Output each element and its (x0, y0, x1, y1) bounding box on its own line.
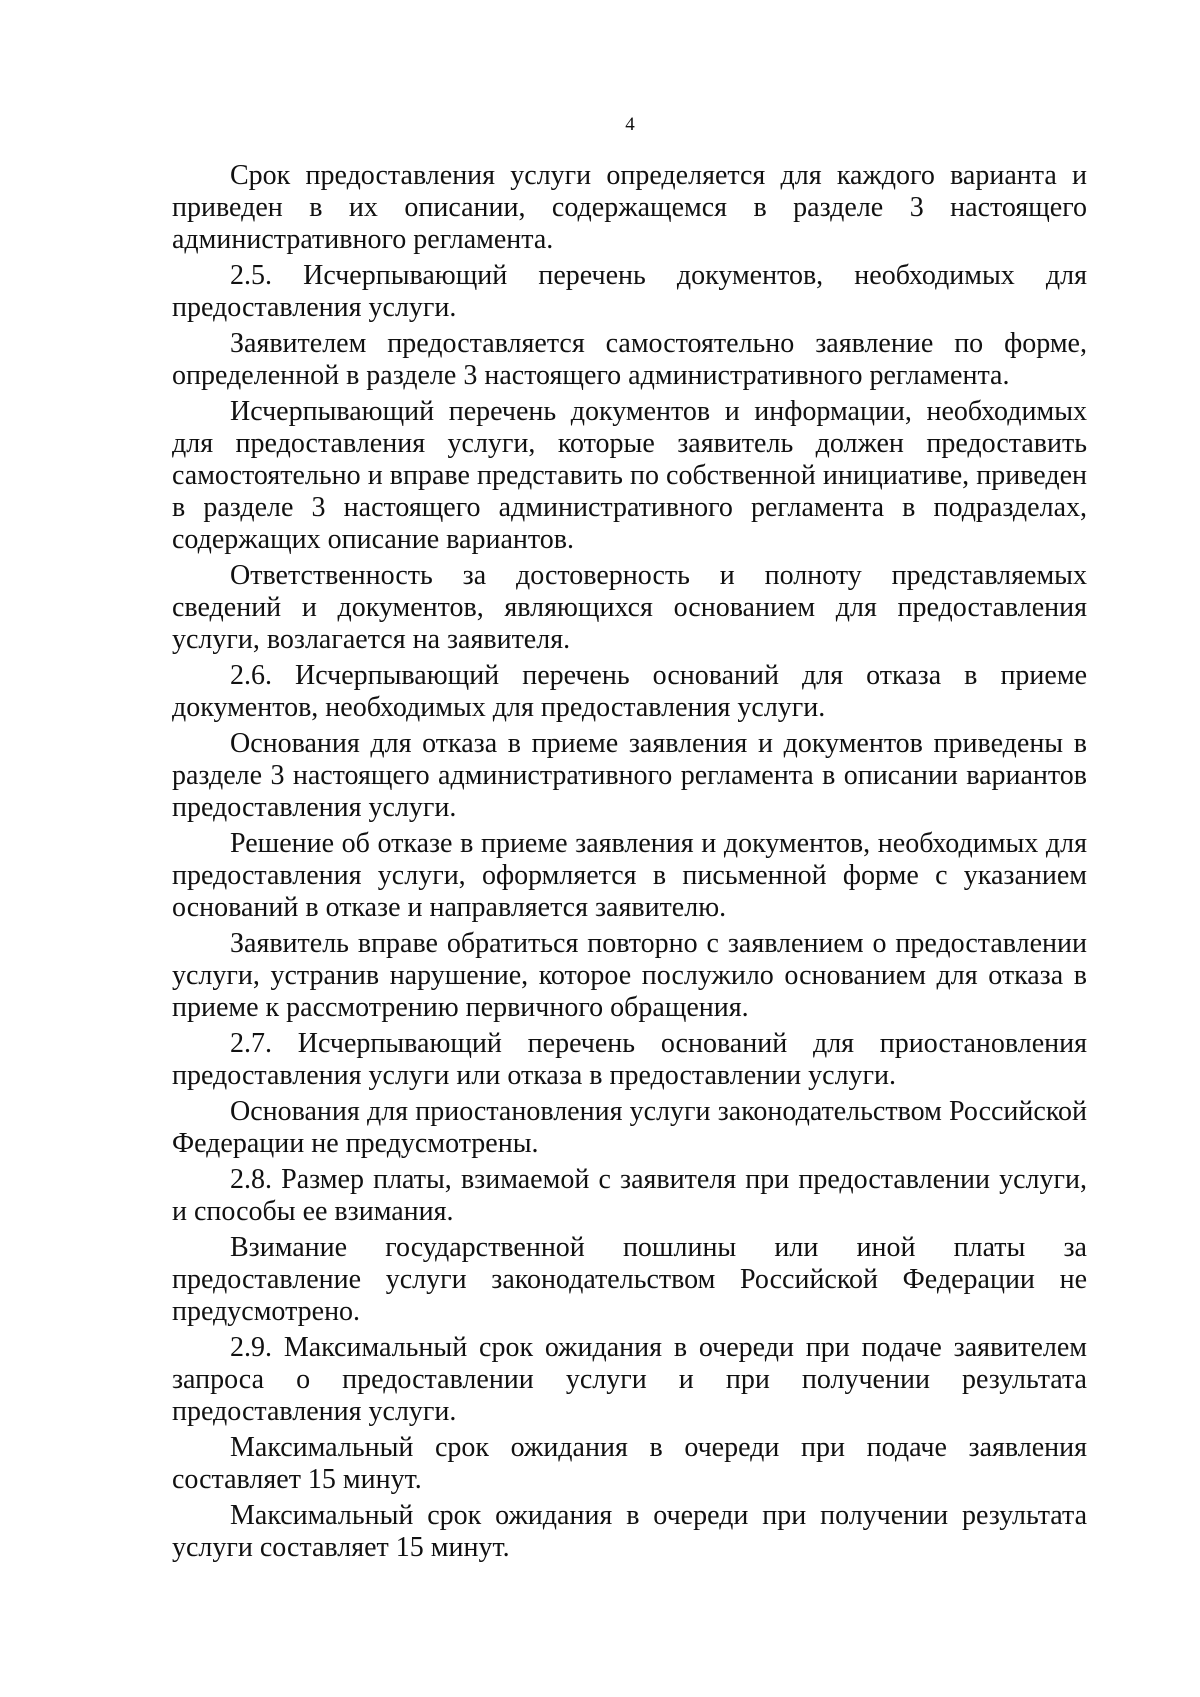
paragraph: Взимание государственной пошлины или иной платы за предоставление услуги законодательством Российской Федерации не предусмотрено. (172, 1232, 1087, 1327)
section-heading-2-5: 2.5. Исчерпывающий перечень документов, необходимых для предоставления услуги. (172, 260, 1087, 323)
page-number: 4 (625, 114, 635, 135)
paragraph: Исчерпывающий перечень документов и информации, необходимых для предоставления услуги, которые заявитель должен предоставить самостоятельно и вправе представить по собственной инициативе, приведен в разделе 3 настоящего административного регламента в подразделах, содержащих описание вариантов. (172, 396, 1087, 555)
section-heading-2-8: 2.8. Размер платы, взимаемой с заявителя при предоставлении услуги, и способы ее взимания. (172, 1164, 1087, 1227)
section-heading-2-7: 2.7. Исчерпывающий перечень оснований для приостановления предоставления услуги или отказа в предоставлении услуги. (172, 1028, 1087, 1091)
paragraph: Основания для отказа в приеме заявления и документов приведены в разделе 3 настоящего административного регламента в описании вариантов предоставления услуги. (172, 728, 1087, 823)
paragraph: Основания для приостановления услуги законодательством Российской Федерации не предусмотрены. (172, 1096, 1087, 1159)
paragraph: Ответственность за достоверность и полноту представляемых сведений и документов, являющихся основанием для предоставления услуги, возлагается на заявителя. (172, 560, 1087, 655)
section-heading-2-6: 2.6. Исчерпывающий перечень оснований для отказа в приеме документов, необходимых для предоставления услуги. (172, 660, 1087, 723)
section-heading-2-9: 2.9. Максимальный срок ожидания в очереди при подаче заявителем запроса о предоставлении услуги и при получении результата предоставления услуги. (172, 1332, 1087, 1427)
paragraph: Максимальный срок ожидания в очереди при получении результата услуги составляет 15 минут. (172, 1500, 1087, 1563)
paragraph: Заявителем предоставляется самостоятельно заявление по форме, определенной в разделе 3 настоящего административного регламента. (172, 328, 1087, 391)
document-body (172, 160, 1087, 1568)
paragraph: Заявитель вправе обратиться повторно с заявлением о предоставлении услуги, устранив нарушение, которое послужило основанием для отказа в приеме к рассмотрению первичного обращения. (172, 928, 1087, 1023)
paragraph: Максимальный срок ожидания в очереди при подаче заявления составляет 15 минут. (172, 1432, 1087, 1495)
paragraph: Срок предоставления услуги определяется для каждого варианта и приведен в их описании, содержащемся в разделе 3 настоящего административного регламента. (172, 160, 1087, 255)
paragraph: Решение об отказе в приеме заявления и документов, необходимых для предоставления услуги, оформляется в письменной форме с указанием оснований в отказе и направляется заявителю. (172, 828, 1087, 923)
